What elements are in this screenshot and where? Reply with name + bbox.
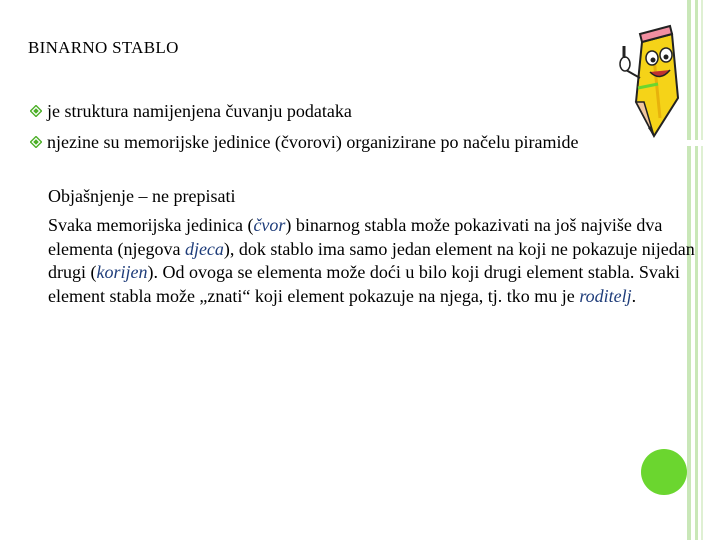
green-circle-decoration — [641, 449, 687, 495]
paragraph-text: Svaka memorijska jedinica ( — [48, 215, 254, 235]
paragraph-text: ), dok stablo ima samo jedan element na koji ne pokazuje nijedan drugi ( — [48, 238, 695, 282]
term-djeca: djeca — [184, 238, 224, 259]
paragraph-text: ). Od ovoga se elementa može doći u bilo koji drugi element stabla. Svaki element stabla može „znati“ koji element pokazuje na njega, tj. tko mu je — [48, 262, 680, 306]
bullet-item-2 — [30, 127, 578, 158]
bullet-text: njezine su memorijske jedinice (čvorovi) organizirane po načelu piramide — [47, 132, 579, 152]
diamond-bullet-icon — [30, 136, 42, 148]
pencil-mascot-icon — [618, 18, 686, 142]
slide-title: BINARNO STABLO — [28, 38, 179, 57]
term-roditelj: roditelj — [579, 285, 632, 306]
term-korijen: korijen — [96, 262, 148, 282]
explanation-paragraph — [48, 214, 698, 308]
paragraph-text: ) binarnog stabla može pokazivati na još najviše dva elementa (njegova — [48, 215, 663, 259]
bullet-item-1 — [30, 96, 578, 127]
term-cvor: čvor — [253, 215, 286, 235]
paragraph-text: . — [631, 285, 637, 306]
note-label: Objašnjenje – ne prepisati — [48, 186, 236, 206]
bullet-list — [30, 96, 578, 158]
decorative-rail-right — [701, 0, 703, 540]
bullet-text: je struktura namijenjena čuvanju podataka — [47, 101, 352, 121]
diamond-bullet-icon — [30, 105, 42, 117]
rail-gap — [684, 140, 720, 146]
